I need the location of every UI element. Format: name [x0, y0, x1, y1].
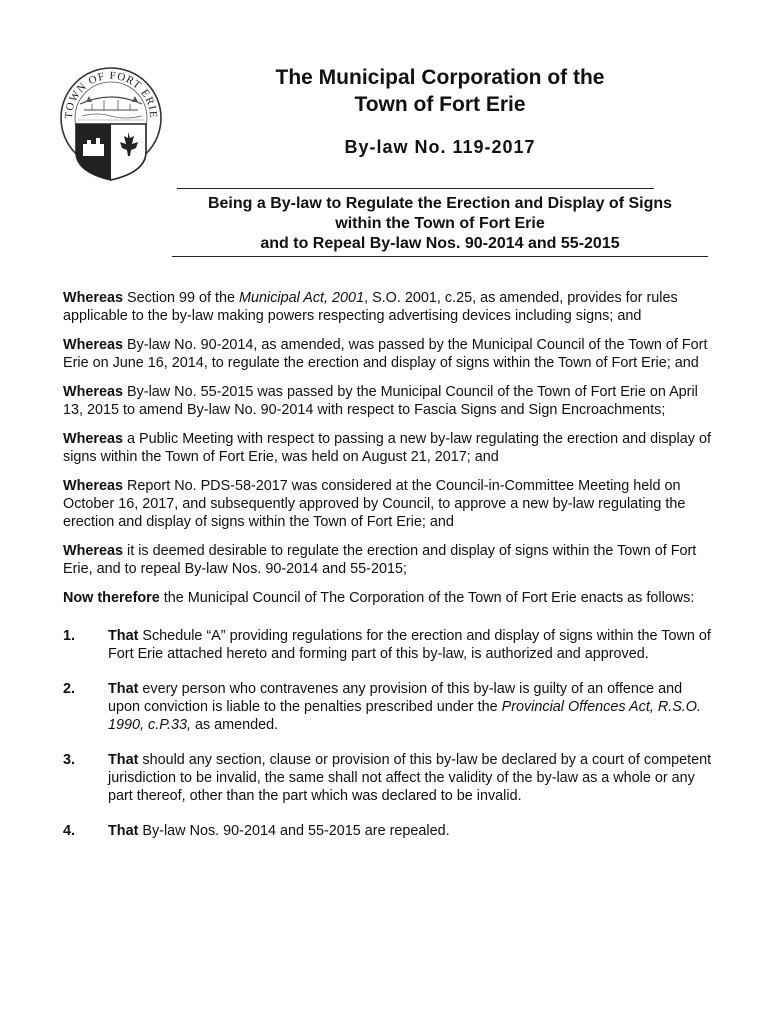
subtitle-line-3: and to Repeal By-law Nos. 90-2014 and 55-2015 [260, 235, 620, 252]
item-body: as amended. [190, 717, 279, 733]
item-lead: That [108, 681, 139, 697]
list-item [63, 822, 713, 840]
svg-text:TOWN OF FORT ERIE [63, 70, 159, 119]
recital-paragraph [63, 542, 713, 578]
recital-text: it is deemed desirable to regulate the erection and display of signs within the Town of Fort Erie, and to repeal By-law Nos. 90-2014 and 55-2015; [63, 543, 697, 577]
item-lead: That [108, 823, 139, 839]
document-subtitle [172, 194, 708, 254]
item-number: 1. [63, 628, 76, 644]
item-italic: Provincial Offences Act, R.S.O. 1990, c.P.33, [108, 699, 701, 733]
recital-text: , S.O. 2001, c.25, as amended, provides for rules applicable to the by-law making powers respecting advertising devices including signs; and [63, 290, 678, 324]
recital-text: By-law No. 55-2015 was passed by the Municipal Council of the Town of Fort Erie on April 13, 2015 to amend By-law No. 90-2014 with respect to Fascia Signs and Sign Encroachments; [63, 384, 698, 418]
enactment-items [63, 627, 713, 840]
recital-text: a Public Meeting with respect to passing a new by-law regulating the erection and display of signs within the Town of Fort Erie, was held on August 21, 2017; and [63, 431, 711, 465]
recital-paragraph [63, 289, 713, 325]
list-item [63, 680, 713, 734]
item-lead: That [108, 628, 139, 644]
recital-paragraph [63, 477, 713, 531]
list-item [63, 627, 713, 663]
item-number: 2. [63, 681, 76, 697]
item-text [108, 751, 713, 805]
bylaw-number: By-law No. 119-2017 [344, 137, 536, 157]
recital-italic: Municipal Act, 2001 [239, 290, 365, 306]
item-body: every person who contravenes any provision of this by-law is guilty of an offence and upon conviction is liable to the penalties prescribed under the [108, 681, 683, 715]
recital-lead: Whereas [63, 431, 123, 447]
item-text [108, 822, 713, 840]
recital-lead: Whereas [63, 384, 123, 400]
subtitle-line-2: within the Town of Fort Erie [335, 215, 545, 232]
recital-paragraph [63, 430, 713, 466]
bylaw-body [63, 289, 713, 857]
recital-lead: Whereas [63, 337, 123, 353]
recital-text: Report No. PDS-58-2017 was considered at the Council-in-Committee Meeting held on October 16, 2017, and subsequently approved by Council, to approve a new by-law regulating the erection and display of signs within the Town of Fort Erie; and [63, 478, 686, 530]
title-line-2: Town of Fort Erie [354, 93, 526, 116]
subtitle-line-1: Being a By-law to Regulate the Erection and Display of Signs [207, 195, 673, 212]
recital-paragraph [63, 383, 713, 419]
seal-ring-text: TOWN OF FORT ERIE [62, 69, 160, 120]
enactment-paragraph [63, 589, 713, 607]
recital-paragraph [63, 336, 713, 372]
town-seal-logo [52, 60, 170, 184]
item-number: 3. [63, 752, 76, 768]
list-item [63, 751, 713, 805]
recital-lead: Whereas [63, 290, 123, 306]
enactment-lead: Now therefore [63, 590, 160, 606]
item-text [108, 680, 713, 734]
item-number: 4. [63, 823, 76, 839]
enactment-text: the Municipal Council of The Corporation of the Town of Fort Erie enacts as follows: [159, 590, 695, 606]
divider-top [177, 188, 654, 189]
recital-lead: Whereas [63, 543, 123, 559]
item-text [108, 627, 713, 663]
recital-text: By-law No. 90-2014, as amended, was passed by the Municipal Council of the Town of Fort Erie on June 16, 2014, to regulate the erection and display of signs within the Town of Fort Erie; and [63, 337, 708, 371]
recital-lead: Whereas [63, 478, 123, 494]
title-line-1: The Municipal Corporation of the [275, 66, 605, 89]
item-lead: That [108, 752, 139, 768]
document-title [200, 64, 680, 118]
divider-bottom [172, 256, 708, 257]
item-body: should any section, clause or provision of this by-law be declared by a court of competent jurisdiction to be invalid, the same shall not affect the validity of the by-law as a whole or any part thereof, other than the part which was declared to be invalid. [108, 752, 712, 804]
recital-text: Section 99 of the [123, 290, 240, 306]
item-body: By-law Nos. 90-2014 and 55-2015 are repealed. [138, 823, 450, 839]
item-body: Schedule “A” providing regulations for the erection and display of signs within the Town of Fort Erie attached hereto and forming part of this by-law, is authorized and approved. [108, 628, 711, 662]
